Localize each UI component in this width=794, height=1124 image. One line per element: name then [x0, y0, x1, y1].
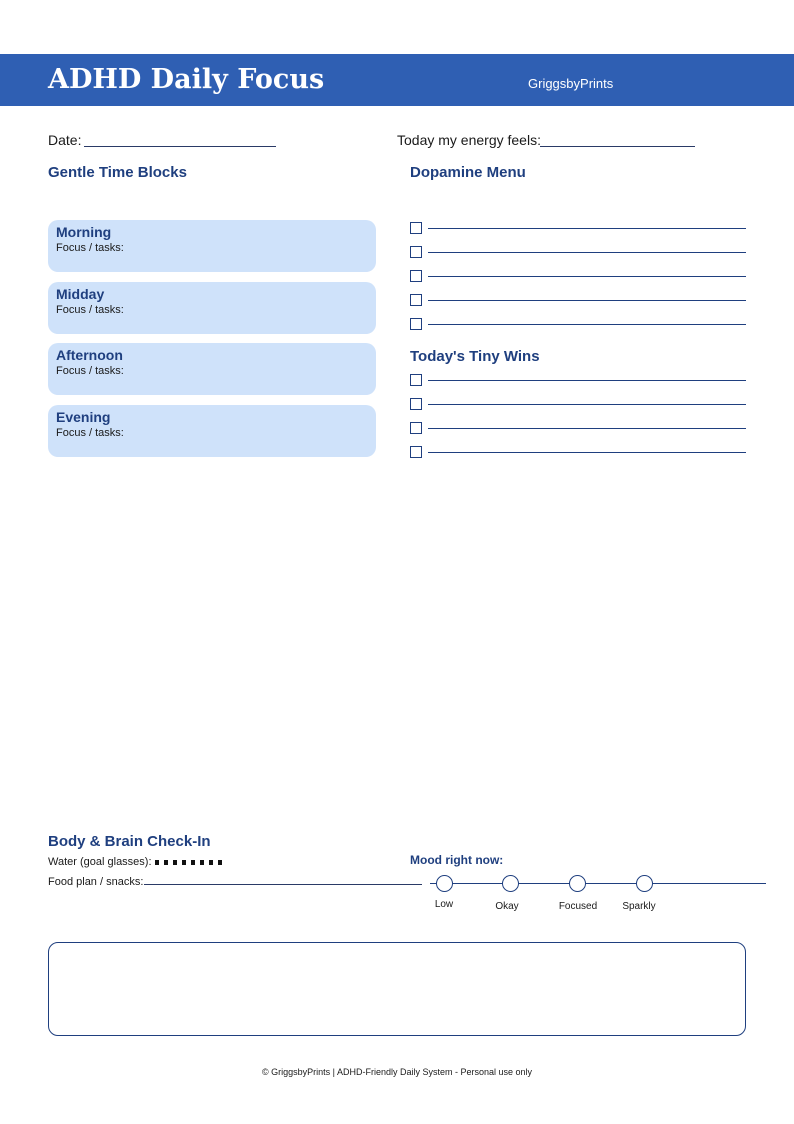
dopamine-item[interactable]	[410, 318, 746, 330]
checkbox[interactable]	[410, 294, 422, 306]
time-block-label: Afternoon	[56, 347, 123, 363]
time-block-label: Evening	[56, 409, 111, 425]
mood-option-focused[interactable]	[569, 875, 586, 892]
checkbox[interactable]	[410, 374, 422, 386]
tiny-win-item[interactable]	[410, 398, 746, 410]
water-label: Water (goal glasses):	[48, 856, 152, 868]
checkbox[interactable]	[410, 422, 422, 434]
checkbox[interactable]	[410, 446, 422, 458]
water-glass-marker[interactable]	[173, 860, 177, 865]
mood-option-sparkly[interactable]	[636, 875, 653, 892]
checkbox[interactable]	[410, 246, 422, 258]
tiny-wins-title: Today's Tiny Wins	[410, 348, 540, 365]
mood-option-okay[interactable]	[502, 875, 519, 892]
write-line	[428, 276, 746, 277]
tiny-win-item[interactable]	[410, 374, 746, 386]
time-blocks-title: Gentle Time Blocks	[48, 164, 187, 181]
time-block-morning[interactable]	[48, 220, 376, 272]
water-glass-marker[interactable]	[200, 860, 204, 865]
write-line	[428, 428, 746, 429]
dopamine-item[interactable]	[410, 270, 746, 282]
water-glass-marker[interactable]	[191, 860, 195, 865]
page-title: ADHD Daily Focus	[48, 64, 325, 95]
notes-box[interactable]	[48, 942, 746, 1036]
food-plan-field[interactable]	[144, 884, 422, 885]
date-field[interactable]	[84, 146, 276, 147]
footer-text: © GriggsbyPrints | ADHD-Friendly Daily System - Personal use only	[261, 1067, 533, 1077]
water-glass-tracker[interactable]	[155, 855, 230, 869]
mood-title: Mood right now:	[410, 853, 504, 867]
mood-label: Focused	[558, 901, 598, 912]
checkbox[interactable]	[410, 270, 422, 282]
time-block-sub: Focus / tasks:	[56, 304, 124, 316]
time-block-afternoon[interactable]	[48, 343, 376, 395]
mood-option-low[interactable]	[436, 875, 453, 892]
tiny-win-item[interactable]	[410, 422, 746, 434]
dopamine-item[interactable]	[410, 294, 746, 306]
time-block-midday[interactable]	[48, 282, 376, 334]
water-glass-marker[interactable]	[164, 860, 168, 865]
checkbox[interactable]	[410, 222, 422, 234]
time-block-sub: Focus / tasks:	[56, 365, 124, 377]
time-block-sub: Focus / tasks:	[56, 242, 124, 254]
mood-label: Okay	[495, 901, 519, 912]
dopamine-item[interactable]	[410, 222, 746, 234]
write-line	[428, 404, 746, 405]
water-glass-marker[interactable]	[155, 860, 159, 865]
write-line	[428, 380, 746, 381]
checkbox[interactable]	[410, 398, 422, 410]
water-glass-marker[interactable]	[182, 860, 186, 865]
check-in-title: Body & Brain Check-In	[48, 833, 211, 850]
time-block-sub: Focus / tasks:	[56, 427, 124, 439]
mood-scale-line	[430, 883, 766, 884]
checkbox[interactable]	[410, 318, 422, 330]
mood-label: Low	[434, 899, 454, 910]
energy-label: Today my energy feels:	[397, 132, 541, 148]
time-block-evening[interactable]	[48, 405, 376, 457]
time-block-label: Morning	[56, 224, 112, 240]
mood-label: Sparkly	[622, 901, 656, 912]
energy-field[interactable]	[540, 146, 695, 147]
write-line	[428, 452, 746, 453]
dopamine-menu-title: Dopamine Menu	[410, 164, 526, 181]
write-line	[428, 324, 746, 325]
write-line	[428, 252, 746, 253]
date-label: Date:	[48, 132, 82, 148]
time-block-label: Midday	[56, 286, 105, 302]
tiny-win-item[interactable]	[410, 446, 746, 458]
write-line	[428, 228, 746, 229]
water-glass-marker[interactable]	[218, 860, 222, 865]
brand-name: GriggsbyPrints	[528, 76, 614, 91]
water-glass-marker[interactable]	[209, 860, 213, 865]
dopamine-item[interactable]	[410, 246, 746, 258]
write-line	[428, 300, 746, 301]
food-label: Food plan / snacks:	[48, 876, 144, 888]
